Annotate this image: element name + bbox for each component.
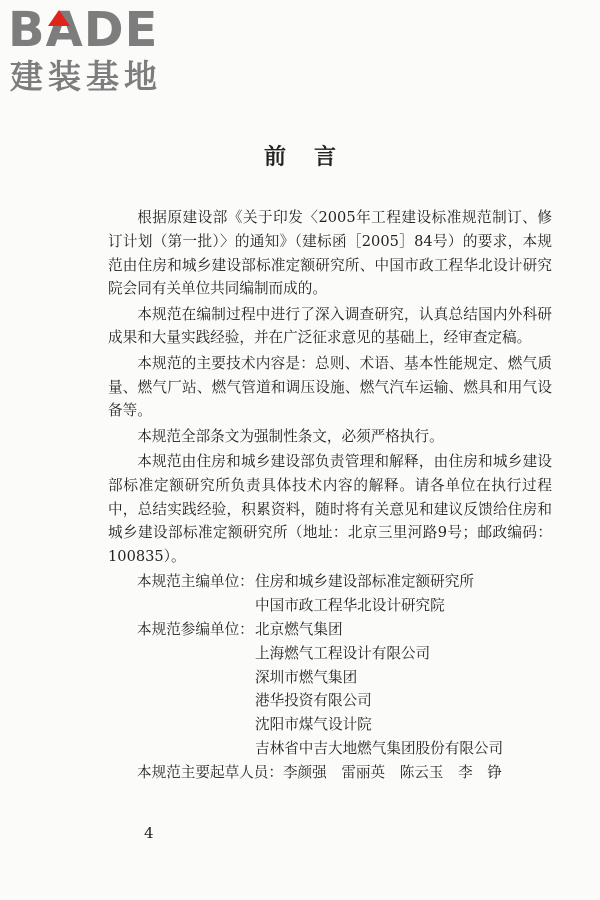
paragraph-contents: 本规范的主要技术内容是：总则、术语、基本性能规定、燃气质量、燃气厂站、燃气管道和调压设施、燃气汽车运输、燃具和用气设备等。 (108, 354, 552, 420)
logo-wordmark: BADE (8, 2, 159, 58)
participating-unit-item: 上海燃气工程设计有限公司 (255, 644, 431, 662)
paragraph-management: 本规范由住房和城乡建设部负责管理和解释，由住房和城乡建设部标准定额研究所负责具体技术内容的解释。请各单位在执行过程中，总结实践经验，积累资料，随时将有关意见和建议反馈给住房和城乡建设部标准定额研究所（地址：北京三里河路9号；邮政编码：100835）。 (108, 452, 552, 566)
page-number: 4 (144, 824, 154, 842)
paragraph-basis: 根据原建设部《关于印发〈2005年工程建设标准规范制订、修订计划（第一批）〉的通知》（建标函［2005］84号）的要求，本规范由住房和城乡建设部标准定额研究所、中国市政工程华北设计研究院会同有关单位共同编制而成的。 (108, 209, 552, 298)
participating-units-label: 本规范参编单位： (137, 621, 254, 639)
chief-units-block (108, 570, 552, 618)
drafters-label: 本规范主要起草人员： (137, 763, 283, 781)
participating-units-block (108, 618, 552, 761)
participating-unit-item: 北京燃气集团 (255, 621, 343, 639)
participating-unit-item: 吉林省中吉大地燃气集团股份有限公司 (255, 740, 504, 758)
paragraph-mandatory: 本规范全部条文为强制性条文，必须严格执行。 (137, 427, 444, 445)
participating-unit-item: 沈阳市煤气设计院 (255, 716, 372, 734)
participating-unit-item: 深圳市燃气集团 (255, 668, 358, 686)
preface-body (108, 206, 552, 785)
logo-subtitle: 建装基地 (10, 57, 162, 96)
logo-triangle-icon (48, 10, 70, 26)
paragraph-process: 本规范在编制过程中进行了深入调查研究，认真总结国内外科研成果和大量实践经验，并在广泛征求意见的基础上，经审查定稿。 (108, 305, 552, 347)
participating-unit-item: 港华投资有限公司 (255, 692, 372, 710)
page-title: 前言 (263, 144, 364, 170)
chief-unit-item: 中国市政工程华北设计研究院 (255, 597, 445, 615)
chief-unit-item: 住房和城乡建设部标准定额研究所 (255, 573, 474, 591)
drafters-names: 李颜强 雷丽英 陈云玉 李 铮 (282, 763, 502, 781)
bade-logo (8, 2, 178, 98)
chief-units-label: 本规范主编单位： (137, 573, 254, 591)
drafters-block (108, 761, 552, 785)
